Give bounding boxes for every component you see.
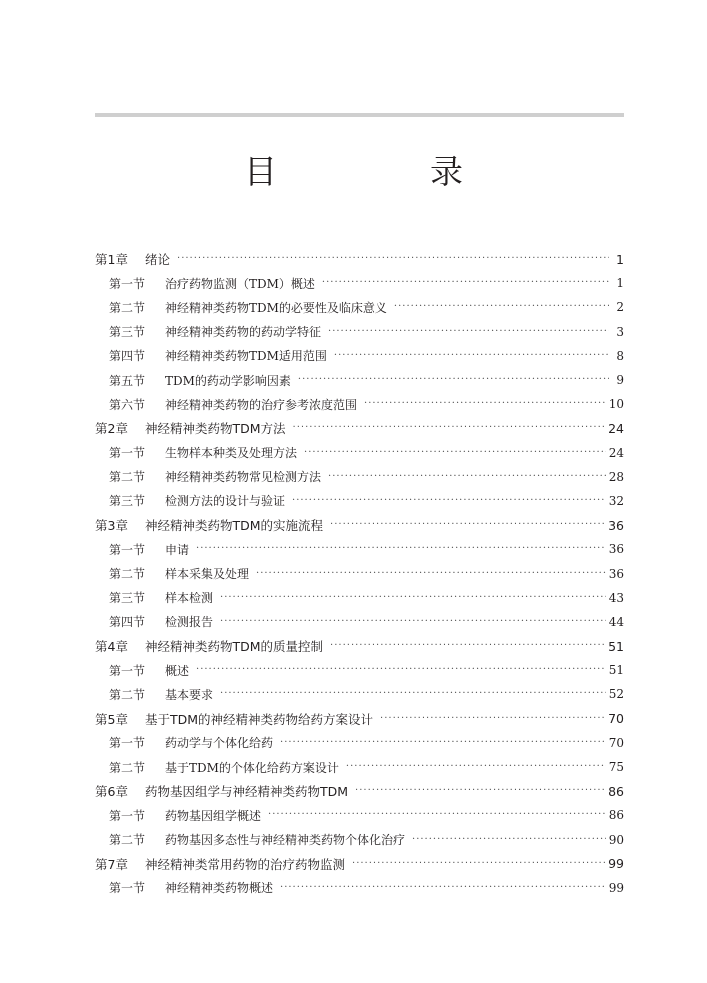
toc-entry-number: 第2章 xyxy=(95,421,128,437)
toc-entry-title: 样本检测 xyxy=(165,591,214,606)
toc-entry-page: 32 xyxy=(608,493,624,508)
toc-chapter-entry[interactable] xyxy=(95,513,624,537)
toc-entry-title: 神经精神类药物TDM的质量控制 xyxy=(145,639,324,655)
toc-chapter-entry[interactable] xyxy=(95,247,624,271)
toc-entry-number: 第二节 xyxy=(109,300,146,315)
toc-entry-page: 10 xyxy=(608,397,624,412)
toc-entry-page: 70 xyxy=(608,711,624,727)
toc-entry-number: 第三节 xyxy=(109,494,146,509)
toc-leader-dots xyxy=(328,327,609,337)
toc-leader-dots xyxy=(364,399,606,409)
toc-section-entry[interactable] xyxy=(95,344,624,368)
toc-entry-number: 第6章 xyxy=(95,784,128,800)
toc-entry-number: 第一节 xyxy=(109,663,146,678)
toc-entry-title: 神经精神类药物TDM适用范围 xyxy=(165,349,327,364)
toc-entry-title: 神经精神类药物TDM的必要性及临床意义 xyxy=(165,300,387,315)
toc-entry-page: 36 xyxy=(608,566,624,581)
toc-leader-dots xyxy=(328,472,606,482)
toc-entry-page: 24 xyxy=(608,420,624,436)
toc-leader-dots xyxy=(220,689,606,699)
toc-entry-page: 99 xyxy=(608,880,624,895)
table-of-contents xyxy=(95,247,624,900)
toc-entry-title: 神经精神类常用药物的治疗药物监测 xyxy=(145,856,346,872)
toc-entry-number: 第二节 xyxy=(109,833,146,848)
toc-entry-number: 第二节 xyxy=(109,687,146,702)
toc-entry-number: 第一节 xyxy=(109,881,146,896)
toc-entry-number: 第一节 xyxy=(109,276,146,291)
toc-section-entry[interactable] xyxy=(95,392,624,416)
toc-entry-title: 基本要求 xyxy=(165,687,214,702)
toc-leader-dots xyxy=(330,520,605,530)
toc-leader-dots xyxy=(304,448,606,458)
toc-section-entry[interactable] xyxy=(95,537,624,561)
toc-entry-title: 神经精神类药物TDM方法 xyxy=(145,421,286,437)
toc-entry-number: 第二节 xyxy=(109,567,146,582)
toc-leader-dots xyxy=(334,351,609,361)
toc-entry-page: 44 xyxy=(608,614,624,629)
toc-section-entry[interactable] xyxy=(95,828,624,852)
toc-entry-number: 第二节 xyxy=(109,760,146,775)
toc-entry-title: 检测报告 xyxy=(165,615,214,630)
toc-entry-title: 申请 xyxy=(165,542,190,557)
toc-section-entry[interactable] xyxy=(95,295,624,319)
toc-leader-dots xyxy=(196,665,606,675)
toc-entry-page: 90 xyxy=(608,832,624,847)
toc-entry-number: 第一节 xyxy=(109,736,146,751)
toc-section-entry[interactable] xyxy=(95,489,624,513)
toc-entry-page: 36 xyxy=(608,517,624,533)
toc-entry-title: 药物基因组学概述 xyxy=(165,808,262,823)
toc-leader-dots xyxy=(355,786,605,796)
toc-entry-title: 概述 xyxy=(165,663,190,678)
toc-entry-title: 生物样本种类及处理方法 xyxy=(165,446,298,461)
toc-entry-page: 3 xyxy=(616,324,624,339)
toc-entry-title: 药物基因组学与神经精神类药物TDM xyxy=(145,784,349,800)
toc-entry-number: 第一节 xyxy=(109,542,146,557)
toc-leader-dots xyxy=(330,641,605,651)
toc-entry-number: 第四节 xyxy=(109,615,146,630)
toc-entry-page: 43 xyxy=(608,590,624,605)
toc-section-entry[interactable] xyxy=(95,610,624,634)
toc-leader-dots xyxy=(380,714,605,724)
toc-section-entry[interactable] xyxy=(95,271,624,295)
toc-entry-page: 1 xyxy=(616,276,624,291)
toc-entry-page: 51 xyxy=(608,663,624,678)
toc-section-entry[interactable] xyxy=(95,465,624,489)
toc-section-entry[interactable] xyxy=(95,731,624,755)
toc-leader-dots xyxy=(292,496,606,506)
toc-entry-number: 第5章 xyxy=(95,711,128,727)
toc-section-entry[interactable] xyxy=(95,586,624,610)
toc-entry-number: 第五节 xyxy=(109,373,146,388)
toc-entry-number: 第4章 xyxy=(95,639,128,655)
toc-entry-title: 神经精神类药物的治疗参考浓度范围 xyxy=(165,397,358,412)
toc-leader-dots xyxy=(268,810,606,820)
toc-entry-number: 第一节 xyxy=(109,808,146,823)
toc-section-entry[interactable] xyxy=(95,368,624,392)
toc-entry-number: 第三节 xyxy=(109,325,146,340)
toc-leader-dots xyxy=(298,375,609,385)
toc-leader-dots xyxy=(196,544,606,554)
toc-chapter-entry[interactable] xyxy=(95,707,624,731)
toc-section-entry[interactable] xyxy=(95,682,624,706)
header-rule xyxy=(95,113,624,117)
toc-entry-number: 第六节 xyxy=(109,397,146,412)
toc-entry-page: 8 xyxy=(616,348,624,363)
toc-entry-page: 24 xyxy=(608,445,624,460)
toc-chapter-entry[interactable] xyxy=(95,779,624,803)
toc-entry-number: 第7章 xyxy=(95,856,128,872)
toc-entry-title: 样本采集及处理 xyxy=(165,567,250,582)
toc-section-entry[interactable] xyxy=(95,658,624,682)
toc-entry-number: 第3章 xyxy=(95,518,128,534)
toc-entry-title: 治疗药物监测（TDM）概述 xyxy=(165,276,315,291)
toc-leader-dots xyxy=(346,762,606,772)
toc-entry-number: 第一节 xyxy=(109,446,146,461)
toc-entry-page: 70 xyxy=(608,735,624,750)
toc-section-entry[interactable] xyxy=(95,320,624,344)
toc-chapter-entry[interactable] xyxy=(95,416,624,440)
toc-entry-number: 第三节 xyxy=(109,591,146,606)
toc-entry-title: 神经精神类药物的药动学特征 xyxy=(165,325,322,340)
toc-entry-page: 28 xyxy=(608,469,624,484)
toc-section-entry[interactable] xyxy=(95,876,624,900)
toc-leader-dots xyxy=(177,254,609,264)
toc-leader-dots xyxy=(412,835,606,845)
toc-section-entry[interactable] xyxy=(95,561,624,585)
toc-entry-title: 基于TDM的神经精神类药物给药方案设计 xyxy=(145,711,374,727)
toc-section-entry[interactable] xyxy=(95,755,624,779)
toc-entry-title: 药物基因多态性与神经精神类药物个体化治疗 xyxy=(165,833,406,848)
toc-leader-dots xyxy=(352,859,605,869)
toc-section-entry[interactable] xyxy=(95,803,624,827)
toc-entry-title: 神经精神类药物常见检测方法 xyxy=(165,470,322,485)
toc-entry-title: 神经精神类药物TDM的实施流程 xyxy=(145,518,324,534)
toc-leader-dots xyxy=(256,569,606,579)
toc-entry-number: 第四节 xyxy=(109,349,146,364)
toc-entry-page: 52 xyxy=(608,687,624,702)
toc-entry-page: 99 xyxy=(608,856,624,872)
toc-section-entry[interactable] xyxy=(95,441,624,465)
toc-entry-number: 第二节 xyxy=(109,470,146,485)
toc-entry-title: 基于TDM的个体化给药方案设计 xyxy=(165,760,339,775)
toc-leader-dots xyxy=(220,593,606,603)
toc-leader-dots xyxy=(280,738,606,748)
toc-entry-number: 第1章 xyxy=(95,252,128,268)
toc-entry-title: 神经精神类药物概述 xyxy=(165,881,274,896)
toc-chapter-entry[interactable] xyxy=(95,634,624,658)
toc-entry-page: 51 xyxy=(608,638,624,654)
toc-leader-dots xyxy=(280,883,606,893)
toc-leader-dots xyxy=(322,278,609,288)
toc-entry-page: 2 xyxy=(616,300,624,315)
toc-entry-page: 86 xyxy=(608,808,624,823)
toc-chapter-entry[interactable] xyxy=(95,852,624,876)
toc-entry-page: 1 xyxy=(616,251,624,267)
toc-entry-page: 75 xyxy=(608,760,624,775)
toc-entry-title: 检测方法的设计与验证 xyxy=(165,494,286,509)
toc-entry-page: 9 xyxy=(616,373,624,388)
toc-entry-title: 药动学与个体化给药 xyxy=(165,736,274,751)
toc-entry-title: 绪论 xyxy=(145,252,171,268)
page-title: 目 录 xyxy=(244,152,523,192)
toc-leader-dots xyxy=(394,302,609,312)
toc-entry-page: 86 xyxy=(608,783,624,799)
toc-leader-dots xyxy=(293,423,606,433)
toc-entry-title: TDM的药动学影响因素 xyxy=(165,373,291,388)
toc-leader-dots xyxy=(220,617,606,627)
toc-entry-page: 36 xyxy=(608,542,624,557)
